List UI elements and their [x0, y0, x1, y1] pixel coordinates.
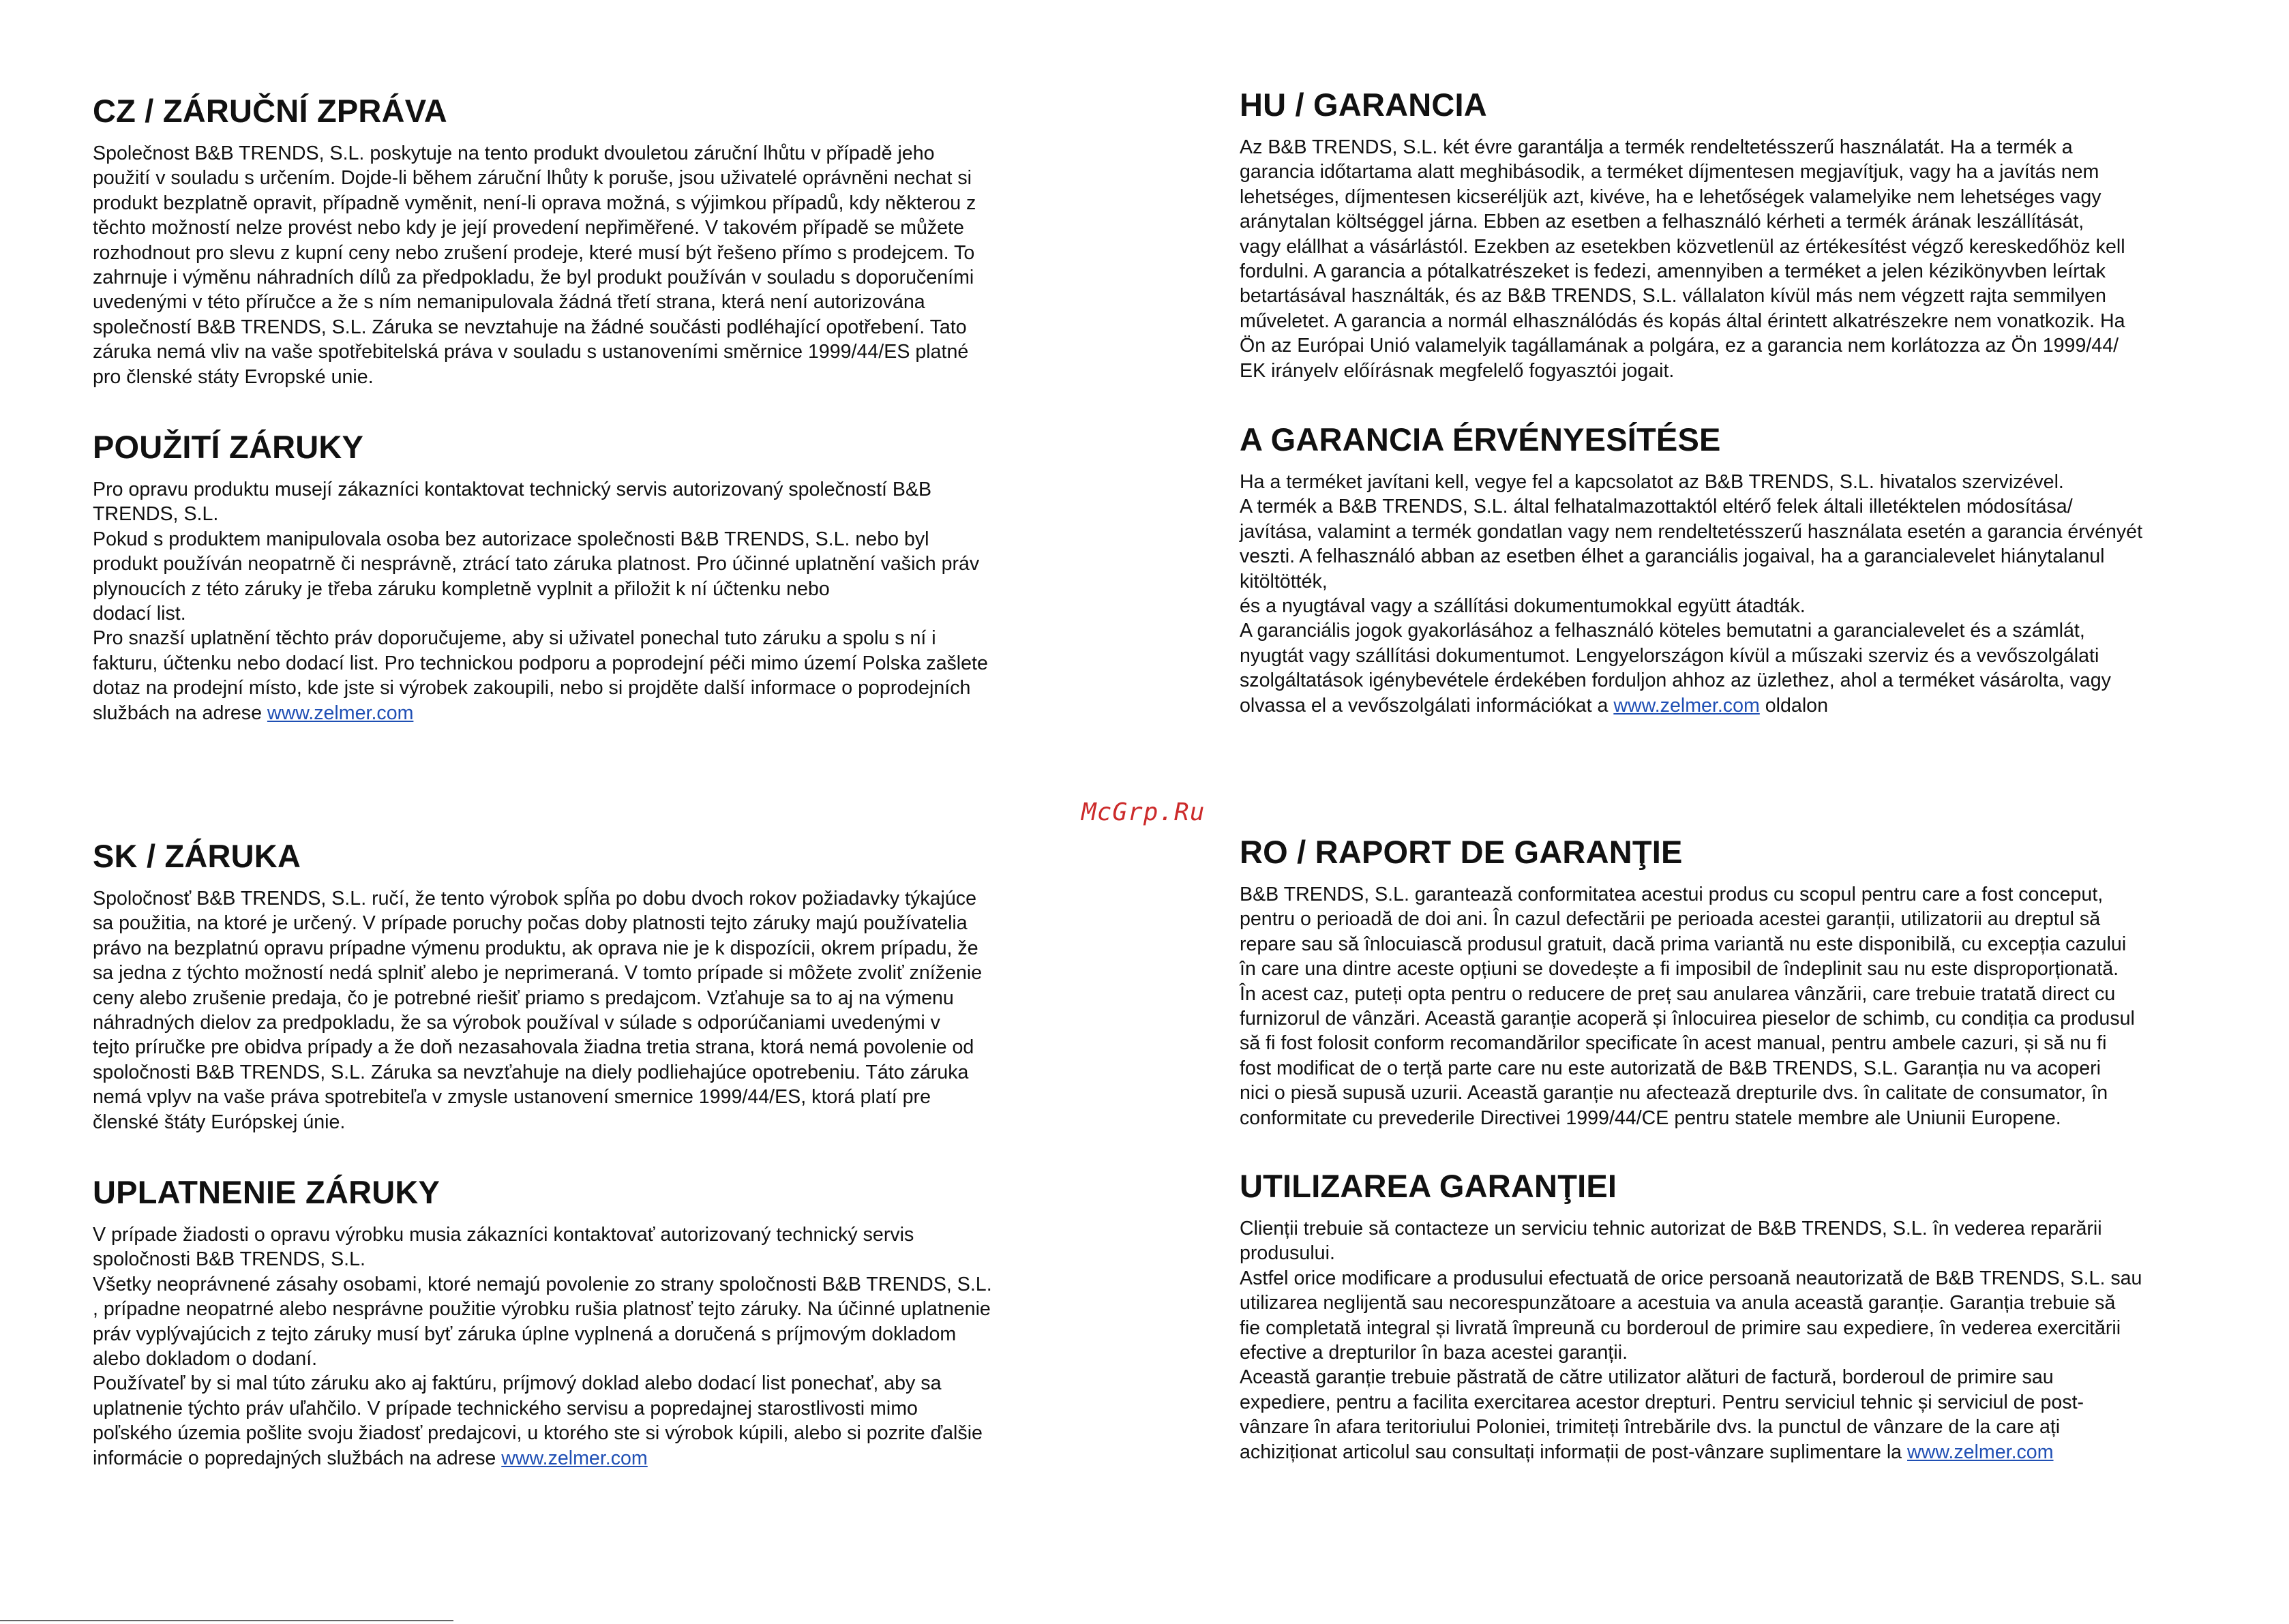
text-line: [93, 502, 988, 526]
line-text: uvedenými v této příručce a že s ním nemanipulovala žádná třetí strana, která není autorizována: [93, 291, 925, 314]
text-line: [93, 1010, 982, 1035]
cz-warranty-section: [93, 92, 976, 389]
line-text: repare sau să înlocuiască produsul gratuit, dacă prima variantă nu este disponibilă, cu excepția cazului: [1240, 933, 2127, 955]
line-text: garancia időtartama alatt meghibásodik, a terméket díjmentesen megjavítjuk, vagy ha a javítás nem: [1240, 161, 2099, 183]
sk-usage-section: [93, 1173, 992, 1471]
text-line: [93, 215, 976, 240]
text-line: [93, 477, 988, 502]
text-line: [93, 1396, 992, 1421]
text-line: [1240, 235, 2125, 259]
text-line: [1240, 185, 2125, 209]
line-text: betartásával használták, és az B&B TRENDS, S.L. vállalaton kívül más nem végzett rajta semmilyen: [1240, 285, 2106, 307]
line-text: fakturu, účtenku nebo dodací list. Pro technickou podporu a poprodejní péči mimo území Polska zašlete: [93, 652, 988, 674]
text-line: [93, 1371, 992, 1396]
line-text: plynoucích z této záruky je třeba záruku kompletně vyplnit a přiložit k ní účtenku nebo: [93, 577, 830, 600]
ro-warranty-section: [1240, 833, 2135, 1130]
line-text: spoločnosti B&B TRENDS, S.L.: [93, 1248, 365, 1271]
watermark: McGrp.Ru: [1081, 798, 1206, 826]
line-text: furnizorul de vânzări. Această garanție acoperă și înlocuirea pieselor de schimb, cu condiția ca produsul: [1240, 1008, 2135, 1030]
text-line: [93, 166, 976, 190]
line-text: službách na adrese: [93, 702, 267, 724]
section-title: UPLATNENIE ZÁRUKY: [93, 1174, 440, 1210]
line-text: A garanciális jogok gyakorlásához a felhasználó köteles bemutatni a garancialevelet és a számlát,: [1240, 620, 2085, 642]
line-text: náhradných dielov za predpokladu, že sa výrobok používal v súlade s odporúčaniami uvedenými v: [93, 1012, 940, 1034]
line-text: uplatnenie týchto práv uľahčilo. V prípade technického servisu a popredajnej starostlivosti mimo: [93, 1397, 918, 1419]
text-line: [1240, 135, 2125, 160]
zelmer-link[interactable]: www.zelmer.com: [1907, 1441, 2054, 1463]
line-text: fost modificat de o terță parte care nu este autorizată de B&B TRENDS, S.L. Garanția nu va acoperi: [1240, 1057, 2101, 1079]
text-line: [93, 191, 976, 215]
line-text: Spoločnosť B&B TRENDS, S.L. ručí, že tento výrobok spĺňa po dobu dvoch rokov požiadavky týkajúce: [93, 888, 977, 909]
line-text: záruka nemá vliv na vaše spotřebitelská práva v souladu s ustanoveními směrnice 1999/44/ES platné: [93, 341, 969, 363]
line-text: poľského územia pošlite svoju žiadosť predajcovi, u ktorého ste si výrobok kúpili, alebo si pozrite ďalšie: [93, 1422, 983, 1445]
text-line: [1240, 1440, 2142, 1464]
section-title: HU / GARANCIA: [1240, 87, 1487, 123]
text-line: [93, 141, 976, 166]
text-line: [93, 340, 976, 364]
zelmer-link[interactable]: www.zelmer.com: [1613, 694, 1760, 717]
text-line: [1240, 957, 2135, 981]
ro-usage-section: [1240, 1167, 2142, 1464]
hu-usage-section: [1240, 421, 2142, 718]
line-text: vagy elállhat a vásárlástól. Ezekben az esetekben közvetlenül az értékesítést végző kereskedőhöz kell: [1240, 235, 2125, 258]
text-line: [93, 676, 988, 700]
text-line: [1240, 1316, 2142, 1340]
line-text: nici o piesă supusă uzurii. Această garanție nu afectează drepturile dvs. în calitate de consumator, în: [1240, 1082, 2108, 1104]
section-body: [1240, 882, 2135, 1130]
text-line: [1240, 668, 2142, 693]
text-line: [1240, 1241, 2142, 1265]
line-text: utilizarea neglijentă sau necorespunzătoare a acestuia va anula această garanție. Garanția trebuie să: [1240, 1292, 2116, 1314]
line-text: , prípadne neopatrné alebo nesprávne použitie výrobku rušia platnosť tejto záruky. Na účinné uplatnenie: [93, 1298, 991, 1321]
text-line: [1240, 284, 2125, 308]
text-line: [1240, 333, 2125, 358]
line-text: dotaz na prodejní místo, kde jste si výrobek zakoupili, nebo si projděte další informace o poprodejních: [93, 677, 971, 700]
sk-warranty-section: [93, 837, 982, 1134]
line-text: V prípade žiadosti o opravu výrobku musia zákazníci kontaktovať autorizovaný technický servis: [93, 1224, 914, 1246]
line-text: műveletet. A garancia a normál elhasználódás és kopás által érintett alkatrészekre nem vonatkozik. Ha: [1240, 310, 2125, 332]
text-line: [93, 961, 982, 985]
text-line: [93, 1322, 992, 1347]
section-body: [93, 141, 976, 389]
text-line: [1240, 618, 2142, 643]
line-text: Az B&B TRENDS, S.L. két évre garantálja a termék rendeltetésszerű használatát. Ha a termék a: [1240, 136, 2073, 158]
section-title: UTILIZAREA GARANŢIEI: [1240, 1168, 1617, 1204]
line-text: nyugtát vagy szállítási dokumentumot. Lengyelországon kívül a műszaki szerviz és a vevőszolgálati: [1240, 644, 2099, 667]
line-text: produkt bezplatně opravit, případně vyměnit, není-li oprava možná, s výjimkou případů, kdy některou z: [93, 192, 976, 214]
text-line: [93, 911, 982, 935]
text-line: [93, 1222, 992, 1247]
line-text: A termék a B&B TRENDS, S.L. által felhatalmazottaktól eltérő felek általi illetéktelen módosítása/: [1240, 496, 2073, 518]
line-text: použití v souladu s určením. Dojde-li během záruční lhůty k poruše, jsou uživatelé oprávněni nechat si: [93, 167, 972, 190]
text-line: [1240, 259, 2125, 284]
line-text: pro členské státy Evropské unie.: [93, 365, 374, 388]
line-text: práv vyplývajúcich z tejto záruky musí byť záruka úplne vyplnená a doručená s príjmovým dokladom: [93, 1323, 957, 1345]
text-line: [93, 577, 988, 601]
left-column: [93, 0, 1061, 1624]
text-line: [93, 701, 988, 725]
text-line: [93, 886, 982, 911]
text-line: [93, 1060, 982, 1085]
text-line: [1240, 1291, 2142, 1315]
line-text: EK irányelv előírásnak megfelelő fogyasztói jogait.: [1240, 359, 1675, 382]
text-line: [1240, 932, 2135, 957]
text-line: [93, 936, 982, 961]
text-line: [93, 1297, 992, 1321]
zelmer-link[interactable]: www.zelmer.com: [501, 1447, 648, 1469]
text-line: [93, 1446, 992, 1471]
line-text: Astfel orice modificare a produsului efectuată de orice persoană neautorizată de B&B TRENDS, S.L. sau: [1240, 1267, 2142, 1289]
line-text: Pro opravu produktu musejí zákazníci kontaktovat technický servis autorizovaný společností B&B: [93, 479, 932, 500]
line-text: lehetséges, díjmentesen kicseréljük azt, kivéve, ha e lehetőségek valamelyike nem lehetséges vagy: [1240, 185, 2101, 208]
text-line: [93, 651, 988, 676]
text-line: [93, 1110, 982, 1134]
line-text: Pro snazší uplatnění těchto práv doporučujeme, aby si uživatel ponechal tuto záruku a spolu s ní i: [93, 627, 936, 650]
line-text: alebo dokladom o dodaní.: [93, 1348, 318, 1370]
cz-usage-section: [93, 428, 988, 725]
line-text: nemá vplyv na vaše práva spotrebiteľa v zmysle ustanovení smernice 1999/44/ES, ktorá platí pre: [93, 1086, 931, 1109]
text-line: [1240, 520, 2142, 544]
line-text: să fi fost folosit conform recomandărilor specificate în acest manual, pentru ambele cazuri, și să nu fi: [1240, 1032, 2107, 1055]
line-text: produkt používán neopatrně či nesprávně, ztrácí tato záruka platnost. Pro účinné uplatnění vašich práv: [93, 553, 980, 575]
text-line: [1240, 209, 2125, 234]
section-body: [93, 477, 988, 725]
text-line: [1240, 1031, 2135, 1055]
text-line: [1240, 907, 2135, 931]
text-line: [1240, 1006, 2135, 1031]
text-line: [1240, 693, 2142, 718]
line-text: achiziționat articolul sau consultați informații de post-vânzare suplimentare la: [1240, 1441, 1908, 1463]
section-title: A GARANCIA ÉRVÉNYESÍTÉSE: [1240, 421, 1721, 457]
section-body: [1240, 1216, 2142, 1464]
line-text: expediere, pentru a facilita exercitarea acestor drepturi. Pentru serviciul tehnic și serviciul de post-: [1240, 1391, 2084, 1413]
text-line: [1240, 359, 2125, 383]
line-text: conformitate cu prevederile Directivei 1999/44/CE pentru statele membre ale Uniunii Europene.: [1240, 1107, 2061, 1129]
line-text: tejto príručke pre obidva prípady a že doň nezasahovala žiadna tretia strana, ktorá nemá povolenie od: [93, 1036, 974, 1059]
section-title: SK / ZÁRUKA: [93, 838, 301, 874]
text-line: [1240, 982, 2135, 1006]
text-line: [93, 265, 976, 290]
text-line: [1240, 1216, 2142, 1241]
line-text: efective a drepturilor în baza acestei garanții.: [1240, 1342, 1628, 1364]
line-text: kitöltötték,: [1240, 570, 1328, 592]
line-text: Společnost B&B TRENDS, S.L. poskytuje na tento produkt dvouletou záruční lhůtu v případě jeho: [93, 142, 935, 164]
text-line: [93, 290, 976, 314]
line-text: spoločnosti B&B TRENDS, S.L. Záruka sa nevzťahuje na diely podliehajúce opotrebeniu. Táto záruka: [93, 1061, 969, 1083]
line-text: rozhodnout pro slevu z kupní ceny nebo zrušení prodeje, které musí být řešeno přímo s prodejcem. To: [93, 241, 975, 264]
line-text: javítása, valamint a termék gondatlan vagy nem rendeltetésszerű használata esetén a garancia érvényét: [1240, 520, 2143, 543]
line-text: Používateľ by si mal túto záruku ako aj faktúru, príjmový doklad alebo dodací list ponechať, aby sa: [93, 1372, 942, 1395]
section-body: [93, 1222, 992, 1471]
line-text: členské štáty Európskej únie.: [93, 1111, 346, 1133]
hu-warranty-section: [1240, 86, 2125, 383]
text-line: [93, 365, 976, 389]
text-line: [1240, 1365, 2142, 1389]
text-line: [93, 1272, 992, 1297]
text-line: [1240, 882, 2135, 907]
text-line: [93, 1421, 992, 1445]
text-line: [1240, 1266, 2142, 1291]
text-line: [1240, 470, 2142, 494]
text-line: [1240, 1340, 2142, 1365]
line-text: aránytalan költséggel járna. Ebben az esetben a felhasználó kérheti a termék árának leszállítását,: [1240, 211, 2084, 233]
line-text: în care una dintre aceste opțiuni se dovedește a fi imposibil de îndeplinit sau nu este disproporționată.: [1240, 958, 2119, 980]
line-text: sa použitia, na ktoré je určený. V prípade poruchy počas doby platnosti tejto záruky majú používatelia: [93, 912, 968, 935]
section-title: CZ / ZÁRUČNÍ ZPRÁVA: [93, 93, 447, 129]
section-title: RO / RAPORT DE GARANŢIE: [1240, 834, 1683, 870]
text-line: [93, 986, 982, 1010]
text-line: [1240, 644, 2142, 668]
text-line: [1240, 494, 2142, 519]
line-text: fie completată integral și livrată împreună cu borderoul de primire sau expediere, în vederea exercitării: [1240, 1317, 2121, 1339]
line-text: Všetky neoprávnené zásahy osobami, ktoré nemajú povolenie zo strany spoločnosti B&B TRENDS, S.L.: [93, 1273, 992, 1295]
text-line: [93, 1085, 982, 1109]
text-line: [93, 1035, 982, 1059]
line-text: informácie o popredajných službách na adrese: [93, 1447, 502, 1469]
line-text: oldalon: [1759, 694, 1828, 717]
text-line: [93, 1247, 992, 1272]
line-text: veszti. A felhasználó abban az esetben élhet a garanciális jogaival, ha a garancialevelet hiánytalanul: [1240, 545, 2105, 568]
text-line: [1240, 1056, 2135, 1081]
text-line: [93, 527, 988, 552]
text-line: [1240, 544, 2142, 569]
text-line: [93, 626, 988, 650]
text-line: [93, 552, 988, 576]
line-text: TRENDS, S.L.: [93, 503, 219, 526]
line-text: právo na bezplatnú opravu prípadne výmenu produktu, ak oprava nie je k dispozícii, okrem prípadu, že: [93, 937, 978, 959]
line-text: vânzare în afara teritoriului Poloniei, trimiteți întrebările dvs. la punctul de vânzare de la care ați: [1240, 1416, 2061, 1439]
line-text: Pokud s produktem manipulovala osoba bez autorizace společnosti B&B TRENDS, S.L. nebo byl: [93, 528, 929, 550]
line-text: În acest caz, puteți opta pentru o reducere de preț sau anularea vânzării, care trebuie tratată direct cu: [1240, 982, 2116, 1005]
text-line: [1240, 1106, 2135, 1130]
line-text: těchto možností nelze provést nebo kdy je její provedení nepřiměřené. V takovém případě se můžete: [93, 217, 964, 239]
line-text: és a nyugtával vagy a szállítási dokumentumokkal együtt átadták.: [1240, 595, 1806, 618]
line-text: pentru o perioadă de doi ani. În cazul defectării pe perioada acestei garanții, utilizatorii au dreptul să: [1240, 908, 2101, 931]
text-line: [93, 1347, 992, 1371]
section-body: [93, 886, 982, 1134]
line-text: společností B&B TRENDS, S.L. Záruka se nevztahuje na žádné součásti podléhající opotřebení. Tato: [93, 316, 967, 338]
zelmer-link[interactable]: www.zelmer.com: [267, 702, 414, 724]
line-text: Clienții trebuie să contacteze un serviciu tehnic autorizat de B&B TRENDS, S.L. în vederea reparării: [1240, 1218, 2102, 1239]
text-line: [93, 315, 976, 340]
line-text: ceny alebo zrušenie predaja, čo je potrebné riešiť priamo s predajcom. Vzťahuje sa to aj na výmenu: [93, 987, 954, 1009]
section-body: [1240, 135, 2125, 383]
line-text: Ha a terméket javítani kell, vegye fel a kapcsolatot az B&B TRENDS, S.L. hivatalos szervizével.: [1240, 471, 2064, 493]
text-line: [1240, 1415, 2142, 1439]
line-text: produsului.: [1240, 1242, 1335, 1265]
text-line: [1240, 1081, 2135, 1105]
line-text: szolgáltatások igénybevétele érdekében forduljon ahhoz az üzlethez, ahol a terméket vásárolta, vagy: [1240, 670, 2111, 692]
line-text: zahrnuje i výměnu náhradních dílů za předpokladu, že byl produkt používán v souladu s doporučeními: [93, 267, 974, 289]
text-line: [1240, 160, 2125, 184]
line-text: Această garanție trebuie păstrată de către utilizator alături de factură, borderoul de primire sau: [1240, 1366, 2054, 1389]
right-column: [1240, 0, 2262, 1624]
line-text: olvassa el a vevőszolgálati információkat a: [1240, 694, 1614, 717]
line-text: sa jedna z týchto možností nedá splniť alebo je neprimeraná. V tomto prípade si môžete zvoliť zníženie: [93, 962, 983, 984]
text-line: [1240, 309, 2125, 333]
text-line: [93, 241, 976, 265]
line-text: Ön az Európai Unió valamelyik tagállamának a polgára, ez a garancia nem korlátozza az Ön 1999/44/: [1240, 335, 2119, 357]
line-text: B&B TRENDS, S.L. garantează conformitatea acestui produs cu scopul pentru care a fost conceput,: [1240, 884, 2104, 905]
section-body: [1240, 470, 2142, 718]
line-text: dodací list.: [93, 603, 186, 625]
text-line: [1240, 569, 2142, 594]
footer-rule: [0, 1620, 453, 1621]
text-line: [93, 601, 988, 626]
section-title: POUŽITÍ ZÁRUKY: [93, 429, 364, 465]
line-text: fordulni. A garancia a pótalkatrészeket is fedezi, amennyiben a terméket a jelen kézikönyvben leírtak: [1240, 260, 2106, 283]
text-line: [1240, 594, 2142, 618]
text-line: [1240, 1390, 2142, 1415]
